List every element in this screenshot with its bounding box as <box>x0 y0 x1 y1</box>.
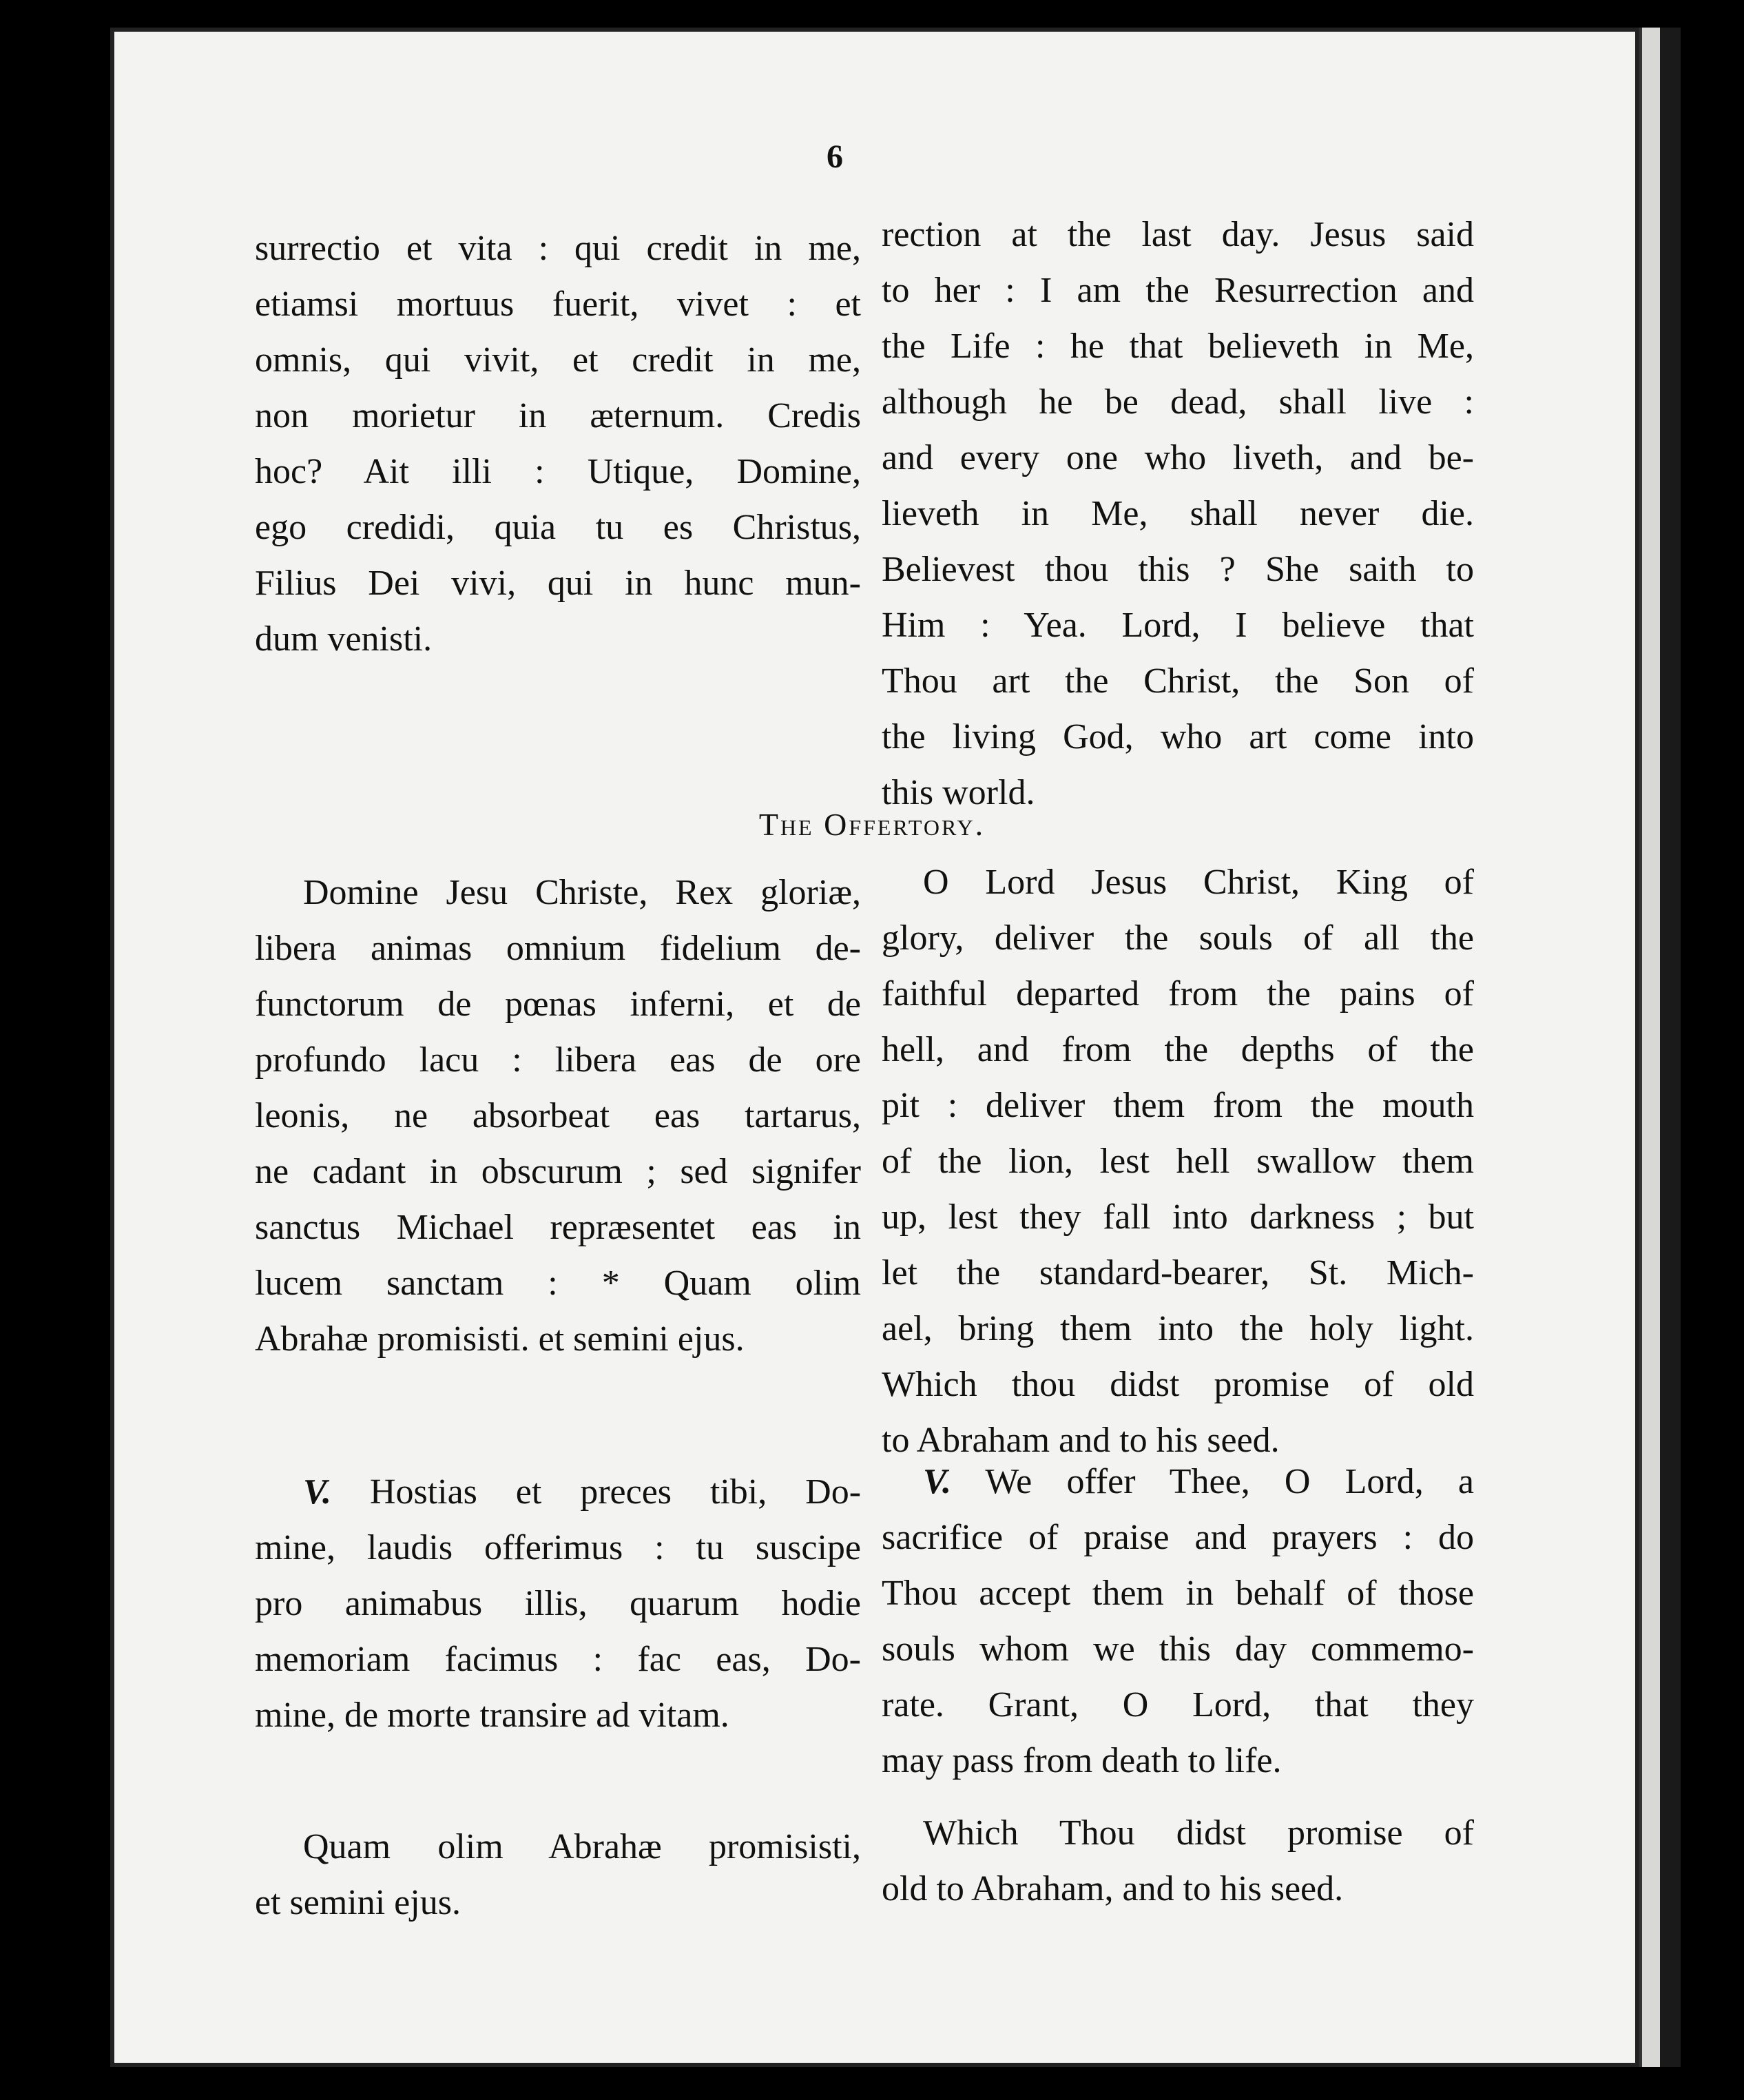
text-line: surrectio et vita : qui credit in me, <box>255 229 861 268</box>
text-line: Believest thou this ? She saith to <box>882 550 1474 589</box>
text-line: Thou accept them in behalf of those <box>882 1574 1474 1613</box>
gospel-latin <box>255 220 861 667</box>
text-line: leonis, ne absorbeat eas tartarus, <box>255 1096 861 1135</box>
text-line: let the standard-bearer, St. Mich- <box>882 1253 1474 1293</box>
text-line: and every one who liveth, and be- <box>882 438 1474 477</box>
text-line: memoriam facimus : fac eas, Do- <box>255 1640 861 1679</box>
text-line: libera animas omnium fidelium de- <box>255 929 861 968</box>
page-number: 6 <box>827 138 843 175</box>
text-line: functorum de pœnas inferni, et de <box>255 985 861 1024</box>
versicle-latin <box>255 1464 861 1743</box>
text-line: Domine Jesu Christe, Rex gloriæ, <box>303 873 861 912</box>
closing-latin <box>255 1819 861 1931</box>
closing-english <box>882 1805 1474 1917</box>
text-line: this world. <box>882 773 1035 812</box>
text-line: mine, laudis offerimus : tu suscipe <box>255 1528 861 1567</box>
text-line: to Abraham and to his seed. <box>882 1421 1280 1460</box>
text-line: Which thou didst promise of old <box>882 1365 1474 1404</box>
text-line: faithful departed from the pains of <box>882 974 1474 1013</box>
text-line: rection at the last day. Jesus said <box>882 215 1474 254</box>
text-line: pit : deliver them from the mouth <box>882 1086 1474 1125</box>
text-line: ne cadant in obscurum ; sed signifer <box>255 1152 861 1191</box>
text-line: omnis, qui vivit, et credit in me, <box>255 340 861 380</box>
text-line: ael, bring them into the holy light. <box>882 1309 1474 1348</box>
offertory-latin <box>255 865 861 1367</box>
text-line <box>255 1464 861 1520</box>
text-line: Which Thou didst promise of <box>923 1813 1474 1853</box>
text-line: Thou art the Christ, the Son of <box>882 661 1474 701</box>
gospel-english <box>882 207 1474 821</box>
text-line: Filius Dei vivi, qui in hunc mun- <box>255 564 861 603</box>
text-line <box>882 1454 1474 1510</box>
text-line: the Life : he that believeth in Me, <box>882 327 1474 366</box>
section-title: The Offertory. <box>758 807 986 842</box>
text-line: old to Abraham, and to his seed. <box>882 1869 1344 1908</box>
text-line: hell, and from the depths of the <box>882 1030 1474 1069</box>
offertory-english <box>882 854 1474 1468</box>
text-line: sanctus Michael repræsentet eas in <box>255 1208 861 1247</box>
text-line: sacrifice of praise and prayers : do <box>882 1518 1474 1557</box>
text-line: rate. Grant, O Lord, that they <box>882 1685 1474 1725</box>
text-line: pro animabus illis, quarum hodie <box>255 1584 861 1623</box>
text-line: although he be dead, shall live : <box>882 382 1474 422</box>
text-line: non morietur in æternum. Credis <box>255 396 861 435</box>
text-line: the living God, who art come into <box>882 717 1474 756</box>
text-line: lieveth in Me, shall never die. <box>882 494 1474 533</box>
page-edge <box>1639 28 1663 2067</box>
text-line: Abrahæ promisisti. et semini ejus. <box>255 1319 745 1359</box>
versicle-marker: V. <box>923 1462 951 1501</box>
text-line: to her : I am the Resurrection and <box>882 271 1474 310</box>
text-line: up, lest they fall into darkness ; but <box>882 1197 1474 1237</box>
text-line: mine, de morte transire ad vitam. <box>255 1696 729 1735</box>
text-line: glory, deliver the souls of all the <box>882 918 1474 958</box>
text-line: may pass from death to life. <box>882 1741 1282 1780</box>
text-line: of the lion, lest hell swallow them <box>882 1142 1474 1181</box>
text-line: profundo lacu : libera eas de ore <box>255 1040 861 1080</box>
text-line: et semini ejus. <box>255 1883 461 1922</box>
text-line: O Lord Jesus Christ, King of <box>923 863 1474 902</box>
text-line: Him : Yea. Lord, I believe that <box>882 606 1474 645</box>
text-line: Quam olim Abrahæ promisisti, <box>303 1827 861 1866</box>
versicle-english <box>882 1454 1474 1789</box>
text-line: ego credidi, quia tu es Christus, <box>255 508 861 547</box>
text-line: hoc? Ait illi : Utique, Domine, <box>255 452 861 491</box>
text-line: etiamsi mortuus fuerit, vivet : et <box>255 285 861 324</box>
versicle-text: Hostias et preces tibi, Do- <box>369 1472 862 1512</box>
versicle-text: We offer Thee, O Lord, a <box>985 1462 1474 1501</box>
text-line: lucem sanctam : * Quam olim <box>255 1264 861 1303</box>
text-line: souls whom we this day commemo- <box>882 1629 1474 1669</box>
versicle-marker: V. <box>303 1472 331 1512</box>
book-spine <box>1660 28 1681 2067</box>
text-line: dum venisti. <box>255 619 433 659</box>
